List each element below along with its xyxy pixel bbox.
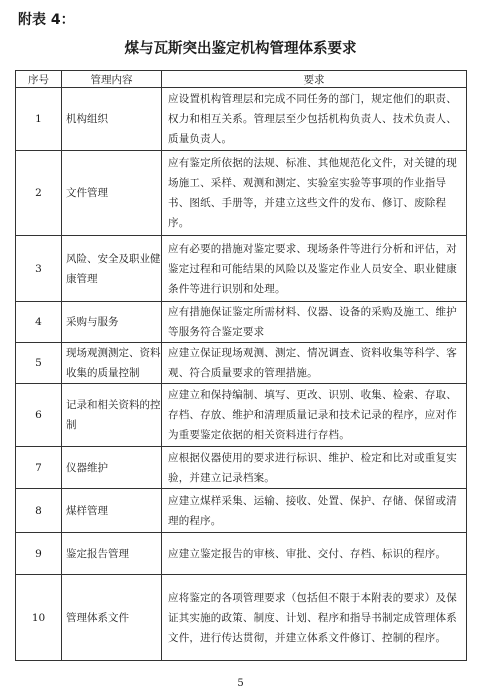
row-no: 10 <box>16 575 62 661</box>
row-requirement: 应建立和保持编制、填写、更改、识别、收集、检索、存取、存档、存放、维护和清理质量记录和技术记录的程序，应对作为重要鉴定依据的相关资料进行存档。 <box>162 384 467 447</box>
row-requirement: 应设置机构管理层和完成不同任务的部门，规定他们的职责、权力和相互关系。管理层至少包括机构负责人、技术负责人、质量负责人。 <box>162 88 467 151</box>
row-no: 7 <box>16 447 62 489</box>
row-no: 1 <box>16 88 62 151</box>
row-requirement: 应建立煤样采集、运输、接收、处置、保护、存储、保留或清理的程序。 <box>162 489 467 533</box>
row-no: 4 <box>16 302 62 343</box>
table-row <box>16 447 467 489</box>
table-row <box>16 489 467 533</box>
row-requirement: 应建立鉴定报告的审核、审批、交付、存档、标识的程序。 <box>162 533 467 575</box>
row-no: 3 <box>16 236 62 302</box>
row-item: 现场观测测定、资料收集的质量控制 <box>62 343 162 384</box>
table-row <box>16 236 467 302</box>
table-row <box>16 575 467 661</box>
row-no: 8 <box>16 489 62 533</box>
row-requirement: 应建立保证现场观测、测定、情况调查、资料收集等科学、客观、符合质量要求的管理措施。 <box>162 343 467 384</box>
header-requirement: 要求 <box>162 71 467 88</box>
row-no: 6 <box>16 384 62 447</box>
requirements-table <box>15 70 467 661</box>
row-no: 9 <box>16 533 62 575</box>
row-requirement: 应有鉴定所依据的法规、标准、其他规范化文件，对关键的现场施工、采样、观测和测定、实验室实验等事项的作业指导书、图纸、手册等，并建立这些文件的发布、修订、废除程序。 <box>162 151 467 236</box>
row-requirement: 应根据仪器使用的要求进行标识、维护、检定和比对或重复实验，并建立记录档案。 <box>162 447 467 489</box>
row-item: 仪器维护 <box>62 447 162 489</box>
row-item: 风险、安全及职业健康管理 <box>62 236 162 302</box>
row-item: 机构组织 <box>62 88 162 151</box>
table-row <box>16 343 467 384</box>
row-item: 煤样管理 <box>62 489 162 533</box>
table-header-row <box>16 71 467 88</box>
table-row <box>16 151 467 236</box>
row-item: 鉴定报告管理 <box>62 533 162 575</box>
row-no: 2 <box>16 151 62 236</box>
row-item: 采购与服务 <box>62 302 162 343</box>
row-item: 管理体系文件 <box>62 575 162 661</box>
header-no: 序号 <box>16 71 62 88</box>
table-row <box>16 302 467 343</box>
table-row <box>16 88 467 151</box>
row-requirement: 应有措施保证鉴定所需材料、仪器、设备的采购及施工、维护等服务符合鉴定要求 <box>162 302 467 343</box>
document-title: 煤与瓦斯突出鉴定机构管理体系要求 <box>124 41 357 57</box>
row-item: 记录和相关资料的控制 <box>62 384 162 447</box>
row-no: 5 <box>16 343 62 384</box>
table-row <box>16 533 467 575</box>
row-requirement: 应将鉴定的各项管理要求（包括但不限于本附表的要求）及保证其实施的政策、制度、计划、程序和指导书制定成管理体系文件，进行传达贯彻，并建立体系文件修订、控制的程序。 <box>162 575 467 661</box>
page-number: 5 <box>237 678 244 689</box>
appendix-label: 附表 4： <box>18 12 75 28</box>
row-item: 文件管理 <box>62 151 162 236</box>
row-requirement: 应有必要的措施对鉴定要求、现场条件等进行分析和评估，对鉴定过程和可能结果的风险以及鉴定作业人员安全、职业健康条件等进行识别和处理。 <box>162 236 467 302</box>
table-row <box>16 384 467 447</box>
header-item: 管理内容 <box>62 71 162 88</box>
